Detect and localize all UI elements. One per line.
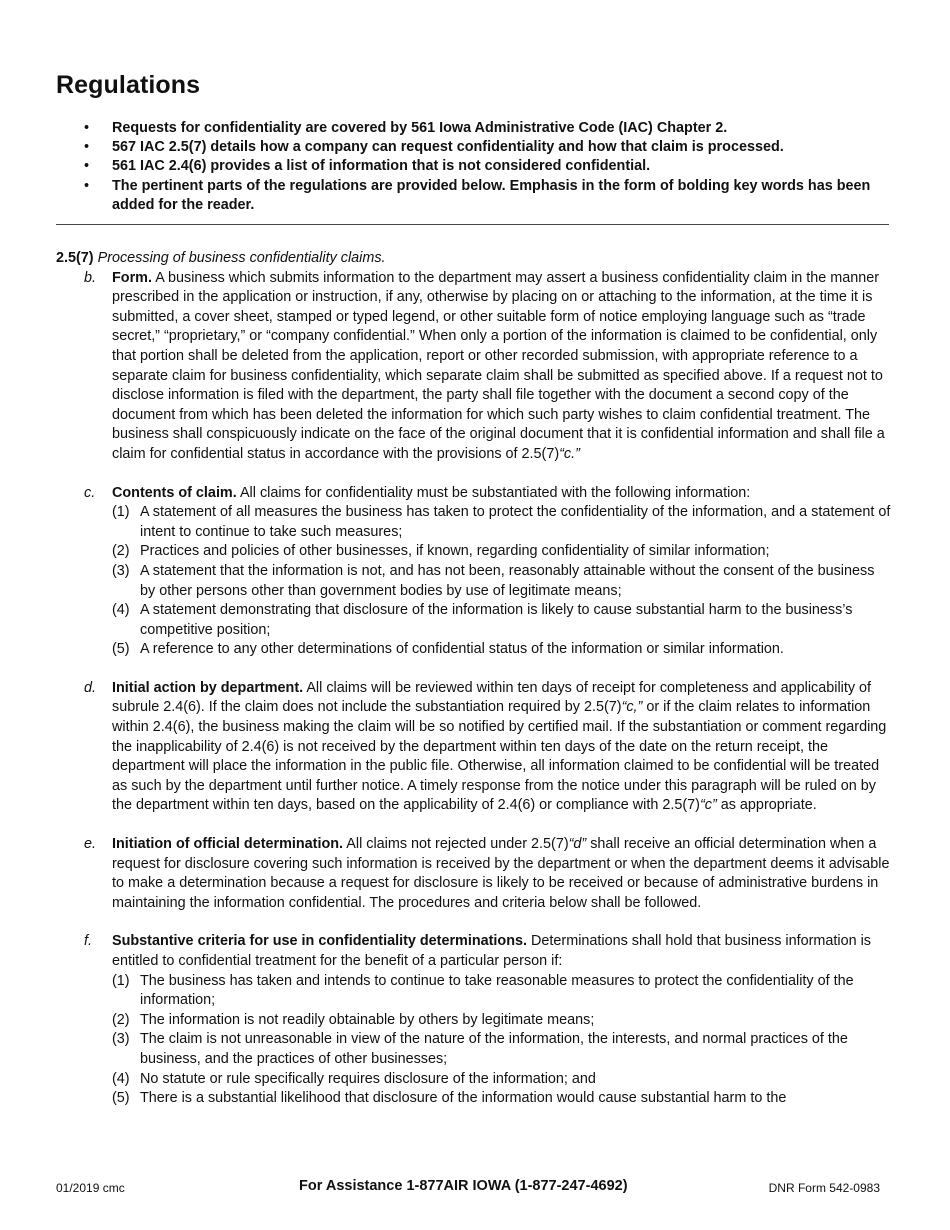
list-item: [112, 601, 892, 640]
list-number: (1): [112, 972, 130, 989]
section-divider: [56, 224, 889, 225]
list-number: (4): [112, 602, 130, 619]
paragraph-c: [56, 484, 892, 660]
paragraph-title: Substantive criteria for use in confidentiality determinations.: [112, 933, 528, 950]
list-item: [112, 1089, 892, 1109]
list-item: [112, 1011, 892, 1031]
paragraph-title: Initial action by department.: [112, 679, 304, 696]
paragraph-letter: b.: [84, 269, 97, 286]
summary-bullet: • Requests for confidentiality are covered by 561 Iowa Administrative Code (IAC) Chapter 2.: [56, 119, 892, 138]
list-item: [112, 503, 892, 542]
section-number: 2.5(7): [56, 250, 94, 266]
paragraph-reference: “c”: [699, 797, 717, 814]
regulation-body: [56, 249, 892, 1128]
list-item: [112, 640, 892, 660]
list-text: The information is not readily obtainable by others by legitimate means;: [140, 1011, 595, 1028]
list-item: [112, 542, 892, 562]
paragraph-text: as appropriate.: [716, 797, 817, 814]
list-number: (3): [112, 562, 130, 579]
claim-contents-list: [112, 503, 892, 660]
paragraph-title: Form.: [112, 269, 152, 286]
footer-form-date: 01/2019 cmc: [56, 1181, 125, 1195]
list-item: [112, 562, 892, 601]
paragraph-text: A business which submits information to the department may assert a business confidentiality claim in the manner prescribed in the application or instruction, if any, otherwise by placing on or attaching to the information, at the time it is submitted, a cover sheet, stamped or typed legend, or other suitable form of notice employing language such as “trade secret,” “proprietary,” or “company confidential.” When only a portion of the information is claimed to be confidential, only that portion shall be deleted from the application, report or other recorded submission, with appropriate reference to a separate claim for business confidentiality, which separate claim shall be submitted as specified above. If a request not to disclose information is filed with the department, the party shall file together with the document a second copy of the document from which has been deleted the information for which such party wishes to claim confidential treatment. The business shall conspicuously indicate on the face of the original document that it is confidential information and shall file a claim for confidential status in accordance with the provisions of 2.5(7): [112, 269, 885, 462]
paragraph-title: Initiation of official determination.: [112, 836, 344, 853]
paragraph-e: [56, 835, 892, 913]
list-item: [112, 972, 892, 1011]
paragraph-reference: “c,”: [621, 699, 643, 716]
paragraph-letter: f.: [84, 933, 92, 950]
paragraph-text: All claims will be reviewed within ten days of receipt for completeness and applicability of subrule 2.4(6). If the claim does not include the substantiation required by 2.5(7): [112, 679, 872, 716]
list-number: (3): [112, 1031, 130, 1048]
paragraph-d: [56, 679, 892, 816]
page-title: Regulations: [56, 71, 201, 99]
list-text: A statement demonstrating that disclosure of the information is likely to cause substantial harm to the business’s competitive position;: [140, 602, 853, 638]
footer-form-number: DNR Form 542-0983: [768, 1181, 880, 1195]
paragraph-reference: “c.”: [559, 445, 580, 462]
list-number: (5): [112, 641, 130, 658]
list-number: (1): [112, 504, 130, 521]
paragraph-reference: “d”: [568, 836, 587, 853]
paragraph-text: All claims not rejected under 2.5(7): [346, 836, 569, 853]
paragraph-letter: e.: [84, 836, 97, 853]
list-text: The business has taken and intends to continue to take reasonable measures to protect the confidentiality of the information;: [140, 972, 854, 1009]
summary-bullet-list: [56, 119, 892, 215]
list-text: There is a substantial likelihood that disclosure of the information would cause substantial harm to the: [140, 1090, 787, 1107]
list-number: (2): [112, 1011, 130, 1028]
list-text: A reference to any other determinations of confidential status of the information or similar information.: [140, 641, 784, 658]
list-number: (2): [112, 543, 130, 560]
summary-bullet: • 567 IAC 2.5(7) details how a company can request confidentiality and how that claim is processed.: [56, 138, 892, 157]
summary-bullet: • The pertinent parts of the regulations are provided below. Emphasis in the form of bolding key words has been added for the reader.: [56, 177, 892, 215]
summary-bullet: • 561 IAC 2.4(6) provides a list of information that is not considered confidential.: [56, 157, 892, 176]
page-footer: [56, 1178, 892, 1200]
list-text: The claim is not unreasonable in view of the nature of the information, the interests, and normal practices of the business, and the practices of other businesses;: [140, 1031, 848, 1067]
paragraph-letter: c.: [84, 484, 96, 501]
section-heading: [56, 249, 892, 269]
list-text: A statement of all measures the business has taken to protect the confidentiality of the information, and a statement of intent to continue to take such measures;: [140, 504, 891, 540]
list-text: Practices and policies of other businesses, if known, regarding confidentiality of similar information;: [140, 543, 770, 560]
paragraph-text: or if the claim relates to information within 2.4(6), the business making the claim will be so notified by certified mail. If the substantiation or comment regarding the inapplicability of 2.4(6) is not received by the department within ten days of the date on the return receipt, the department will place the information in the public file. Otherwise, all information claimed to be confidential will be treated as such by the department until further notice. A timely response from the notice under this paragraph will be ruled on by the department within ten days, based on the applicability of 2.4(6) or compliance with 2.5(7): [112, 699, 887, 814]
criteria-list: [112, 972, 892, 1109]
paragraph-text: shall receive an official determination when a request for disclosure covering such information is received by the department or when the department deems it advisable to make a determination because a request for disclosure is likely to be received or because of administrative burdens in maintaining the information confidential. The procedures and criteria below shall be followed.: [112, 836, 890, 911]
footer-assistance-phone: For Assistance 1-877AIR IOWA (1-877-247-4692): [299, 1178, 628, 1194]
list-number: (5): [112, 1090, 130, 1107]
list-number: (4): [112, 1070, 130, 1087]
paragraph-text: All claims for confidentiality must be substantiated with the following information:: [239, 484, 751, 501]
paragraph-letter: d.: [84, 679, 97, 696]
paragraph-title: Contents of claim.: [112, 484, 237, 501]
section-title: Processing of business confidentiality claims.: [97, 250, 386, 266]
list-text: A statement that the information is not, and has not been, reasonably attainable without the consent of the business by other persons other than government bodies by use of legitimate means;: [140, 562, 875, 599]
paragraph-text: Determinations shall hold that business information is entitled to confidential treatment for the benefit of a particular person if:: [112, 933, 871, 969]
paragraph-b: [56, 269, 892, 465]
list-text: No statute or rule specifically requires disclosure of the information; and: [140, 1070, 596, 1087]
paragraph-f: [56, 932, 892, 1108]
list-item: [112, 1070, 892, 1090]
list-item: [112, 1030, 892, 1069]
